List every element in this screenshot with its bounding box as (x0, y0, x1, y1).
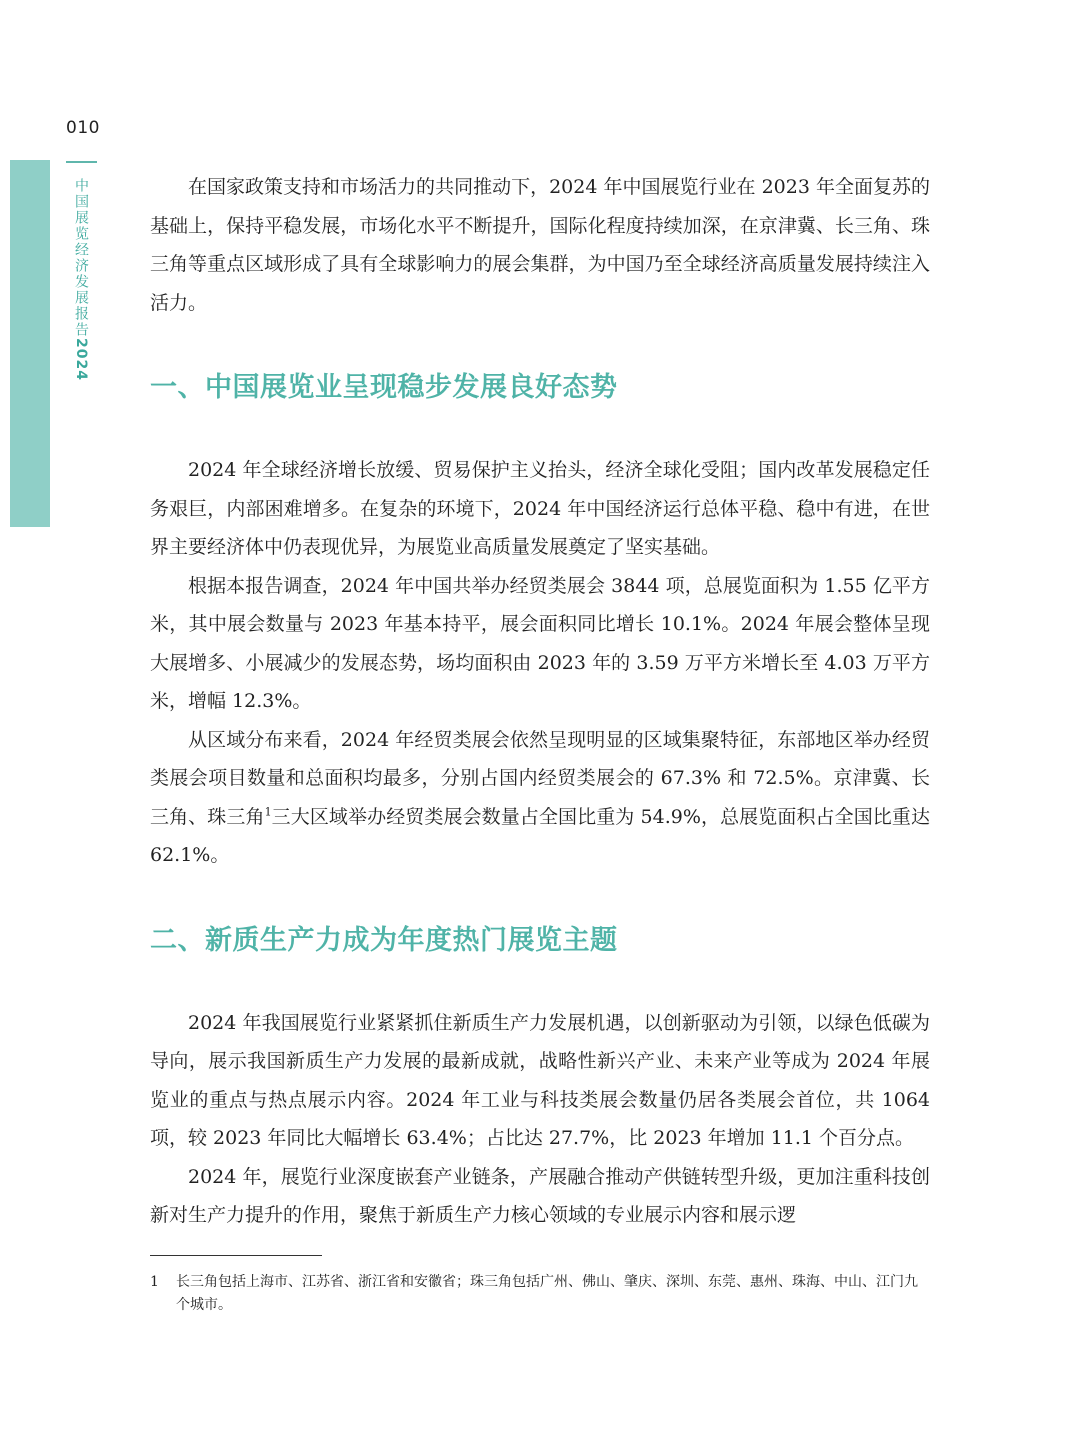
intro-paragraph: 在国家政策支持和市场活力的共同推动下，2024 年中国展览行业在 2023 年全面复苏的基础上，保持平稳发展，市场化水平不断提升，国际化程度持续加深，在京津冀、长三角、珠三角等重点区域形成了具有全球影响力的展会集群，为中国乃至全球经济高质量发展持续注入活力。 (150, 176, 930, 314)
footnote-text: 长三角包括上海市、江苏省、浙江省和安徽省；珠三角包括广州、佛山、肇庆、深圳、东莞、惠州、珠海、中山、江门九个城市。 (176, 1274, 918, 1313)
footnote-number: 1 (150, 1274, 159, 1290)
section1-paragraph-1: 2024 年全球经济增长放缓、贸易保护主义抬头，经济全球化受阻；国内改革发展稳定任务艰巨，内部困难增多。在复杂的环境下，2024 年中国经济运行总体平稳、稳中有进，在世界主要经济体中仍表现优异，为展览业高质量发展奠定了坚实基础。 (150, 459, 930, 558)
side-color-band (10, 160, 50, 527)
running-title-text: 中国展览经济发展报告 (73, 178, 89, 338)
section1-paragraph-2: 根据本报告调查，2024 年中国共举办经贸类展会 3844 项，总展览面积为 1.55 亿平方米，其中展会数量与 2023 年基本持平，展会面积同比增长 10.1%。2024 年展会整体呈现大展增多、小展减少的发展态势，场均面积由 2023 年的 3.59 万平方米增长至 4.03 万平方米，增幅 12.3%。 (150, 574, 930, 712)
section1-paragraph-3-part-b: 三大区域举办经贸类展会数量占全国比重为 54.9%，总展览面积占全国比重达 62.1%。 (150, 805, 930, 866)
running-title-year: 2024 (73, 338, 89, 381)
running-title (71, 178, 91, 381)
footnote-divider (150, 1255, 322, 1256)
side-rule (66, 161, 97, 163)
page-number: 010 (66, 118, 100, 138)
footnote (150, 1271, 930, 1317)
section1-paragraph-3 (150, 721, 930, 875)
section1-paragraph-3-part-a: 从区域分布来看，2024 年经贸类展会依然呈现明显的区域集聚特征，东部地区举办经贸类展会项目数量和总面积均最多，分别占国内经贸类展会的 67.3% 和 72.5%。京津冀、长三角、珠三角 (150, 728, 930, 828)
section-heading-1: 一、中国展览业呈现稳步发展良好态势 (150, 372, 618, 403)
main-content (150, 168, 930, 1235)
section2-paragraph-2: 2024 年，展览行业深度嵌套产业链条，产展融合推动产供链转型升级，更加注重科技创新对生产力提升的作用，聚焦于新质生产力核心领域的专业展示内容和展示逻 (150, 1165, 930, 1226)
footnote-reference: 1 (264, 805, 272, 819)
section-heading-2: 二、新质生产力成为年度热门展览主题 (150, 924, 618, 956)
section2-paragraph-1: 2024 年我国展览行业紧紧抓住新质生产力发展机遇，以创新驱动为引领，以绿色低碳为导向，展示我国新质生产力发展的最新成就，战略性新兴产业、未来产业等成为 2024 年展览业的重点与热点展示内容。2024 年工业与科技类展会数量仍居各类展会首位，共 1064 项，较 2023 年同比大幅增长 63.4%；占比达 27.7%，比 2023 年增加 11.1 个百分点。 (150, 1011, 930, 1149)
